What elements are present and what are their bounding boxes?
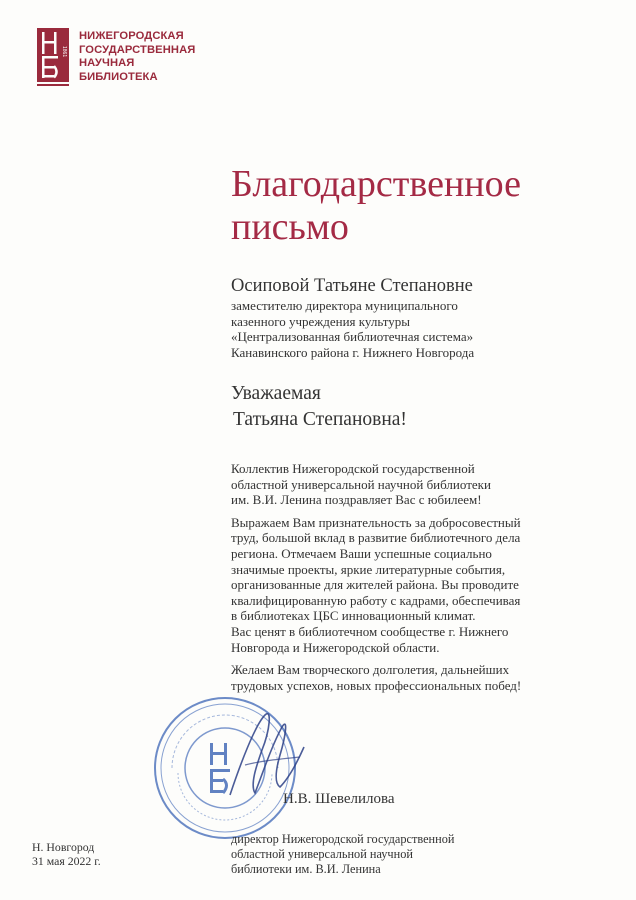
body-line: Вас ценят в библиотечном сообществе г. Нижнего bbox=[231, 623, 509, 639]
body-line: областной универсальной научной библиотеки bbox=[231, 476, 491, 492]
signatory-title-line: областной универсальной научной bbox=[231, 847, 413, 861]
recipient-position-line: Канавинского района г. Нижнего Новгорода bbox=[231, 344, 475, 360]
body-line: организованные для жителей района. Вы проводите bbox=[231, 577, 519, 593]
body-line: им. В.И. Ленина поздравляет Вас с юбилеем! bbox=[231, 492, 482, 508]
library-name-line-4: БИБЛИОТЕКА bbox=[79, 70, 158, 83]
recipient-position-line: казенного учреждения культуры bbox=[231, 313, 411, 329]
recipient-position-line: «Централизованная библиотечная система» bbox=[231, 329, 474, 345]
body-line: квалифицированную работу с кадрами, обеспечивая bbox=[231, 592, 521, 608]
recipient-position-line: заместителю директора муниципального bbox=[231, 298, 458, 313]
date: 31 мая 2022 г. bbox=[32, 854, 101, 868]
title-line-1: Благодарственное bbox=[231, 163, 521, 205]
title-line-2: письмо bbox=[231, 206, 349, 248]
body-line: Выражаем Вам признательность за добросовестный bbox=[231, 514, 521, 530]
body-paragraph-1 bbox=[231, 461, 521, 508]
letter-body bbox=[231, 461, 521, 700]
body-paragraph-3 bbox=[231, 662, 521, 693]
body-line: Желаем Вам творческого долголетия, дальнейших bbox=[231, 662, 510, 678]
library-name-line-1: НИЖЕГОРОДСКАЯ bbox=[79, 30, 184, 42]
salutation-line-2: Татьяна Степановна! bbox=[233, 409, 407, 430]
library-name-line-2: ГОСУДАРСТВЕННАЯ bbox=[79, 43, 196, 56]
signatory-title bbox=[231, 832, 454, 877]
signatory-title-line: директор Нижегородской государственной bbox=[231, 832, 455, 846]
salutation bbox=[231, 381, 407, 433]
place-and-date bbox=[32, 840, 101, 868]
salutation-line-1: Уважаемая bbox=[231, 383, 321, 404]
handwritten-signature bbox=[200, 705, 330, 805]
body-line: Новгорода и Нижегородской области. bbox=[231, 639, 440, 655]
place: Н. Новгород bbox=[32, 840, 95, 854]
signatory-name: Н.В. Шевелилова bbox=[283, 791, 395, 807]
signatory-title-line: библиотеки им. В.И. Ленина bbox=[231, 862, 381, 876]
body-line: региона. Отмечаем Ваши успешные социально bbox=[231, 545, 492, 561]
letter-title bbox=[231, 163, 521, 249]
library-name bbox=[79, 30, 195, 84]
library-logo-mark bbox=[37, 28, 69, 88]
svg-text:1861: 1861 bbox=[61, 46, 67, 58]
library-name-line-3: НАУЧНАЯ bbox=[79, 57, 135, 69]
library-logo bbox=[37, 28, 237, 98]
body-line: значимые проекты, яркие литературные события, bbox=[231, 561, 506, 577]
body-line: в библиотеках ЦБС инновационный климат. bbox=[231, 608, 476, 624]
recipient-position bbox=[231, 298, 474, 360]
body-paragraph-2 bbox=[231, 515, 521, 655]
recipient-name: Осиповой Татьяне Степановне bbox=[231, 276, 473, 296]
body-line: труд, большой вклад в развитие библиотечного дела bbox=[231, 530, 521, 546]
body-line: Коллектив Нижегородской государственной bbox=[231, 461, 475, 476]
body-line: трудовых успехов, новых профессиональных побед! bbox=[231, 677, 522, 693]
